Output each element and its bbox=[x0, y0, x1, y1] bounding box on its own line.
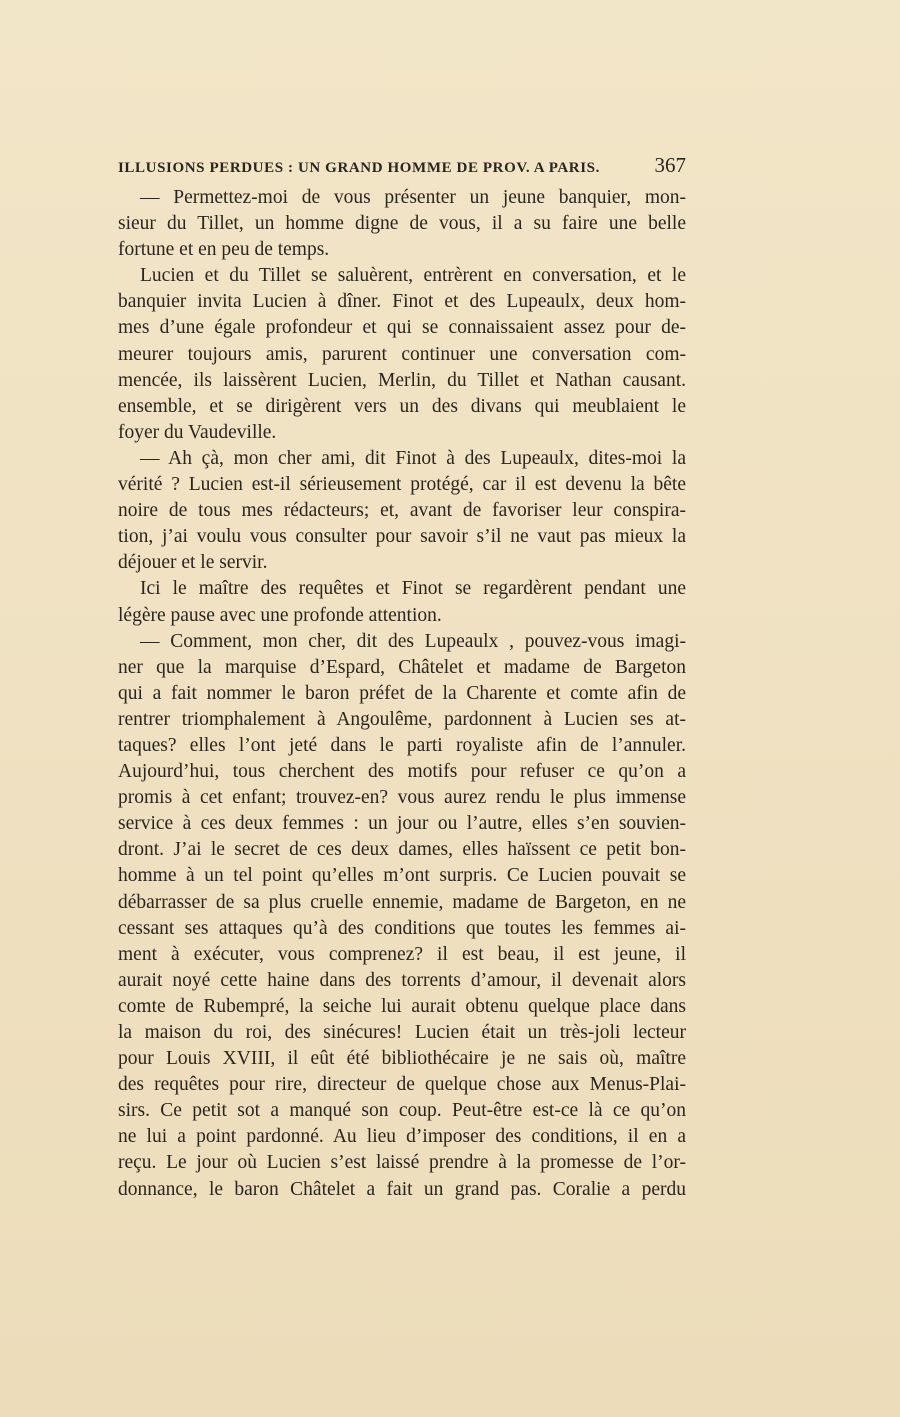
text-line: — Ah çà, mon cher ami, dit Finot à des Lupeaulx, dites-moi la bbox=[140, 447, 686, 469]
text-line: taques? elles l’ont jeté dans le parti royaliste afin de l’annuler. bbox=[118, 734, 686, 756]
text-line: pour Louis XVIII, il eût été bibliothécaire je ne sais où, maître bbox=[118, 1048, 686, 1070]
running-title: ILLUSIONS PERDUES : UN GRAND HOMME DE PROV. A PARIS. bbox=[118, 160, 600, 176]
text-line: vérité ? Lucien est-il sérieusement protégé, car il est devenu la bête bbox=[118, 474, 686, 496]
text-line: ensemble, et se dirigèrent vers un des divans qui meublaient le bbox=[118, 395, 686, 417]
text-line: homme à un tel point qu’elles m’ont surpris. Ce Lucien pouvait se bbox=[118, 865, 686, 887]
text-line: meurer toujours amis, parurent continuer une conversation com- bbox=[118, 343, 686, 365]
text-line: débarrasser de sa plus cruelle ennemie, madame de Bargeton, en ne bbox=[118, 891, 686, 913]
page-number: 367 bbox=[654, 153, 686, 177]
text-line: foyer du Vaudeville. bbox=[118, 421, 277, 443]
text-line: sieur du Tillet, un homme digne de vous, il a su faire une belle bbox=[118, 213, 686, 235]
text-line: mes d’une égale profondeur et qui se connaissaient assez pour de- bbox=[118, 317, 686, 339]
text-line: — Permettez-moi de vous présenter un jeune banquier, mon- bbox=[140, 187, 686, 208]
text-line: ner que la marquise d’Espard, Châtelet et madame de Bargeton bbox=[118, 656, 686, 678]
text-line: ment à exécuter, vous comprenez? il est beau, il est jeune, il bbox=[118, 943, 686, 965]
text-line: rentrer triomphalement à Angoulême, pardonnent à Lucien ses at- bbox=[118, 708, 686, 730]
text-line: des requêtes pour rire, directeur de quelque chose aux Menus-Plai- bbox=[118, 1074, 686, 1096]
text-line: Aujourd’hui, tous cherchent des motifs pour refuser ce qu’on a bbox=[118, 761, 686, 783]
text-line: fortune et en peu de temps. bbox=[118, 239, 330, 261]
text-line: ne lui a point pardonné. Au lieu d’imposer des conditions, il en a bbox=[118, 1126, 686, 1148]
text-line: banquier invita Lucien à dîner. Finot et des Lupeaulx, deux hom- bbox=[118, 291, 686, 313]
text-line: tion, j’ai voulu vous consulter pour savoir s’il ne vaut pas mieux la bbox=[118, 526, 686, 548]
text-line: promis à cet enfant; trouvez-en? vous aurez rendu le plus immense bbox=[118, 787, 686, 809]
text-line: la maison du roi, des sinécures! Lucien était un très-joli lecteur bbox=[118, 1022, 686, 1043]
text-line: dront. J’ai le secret de ces deux dames, elles haïssent ce petit bon- bbox=[118, 839, 686, 861]
text-line: Ici le maître des requêtes et Finot se regardèrent pendant une bbox=[140, 578, 686, 600]
text-line: aurait noyé cette haine dans des torrents d’amour, il devenait alors bbox=[118, 969, 686, 991]
body-text bbox=[118, 185, 686, 1203]
text-line: légère pause avec une profonde attention. bbox=[118, 604, 442, 626]
text-line: Lucien et du Tillet se saluèrent, entrèrent en conversation, et le bbox=[140, 265, 686, 287]
text-line: qui a fait nommer le baron préfet de la Charente et comte afin de bbox=[118, 682, 686, 704]
text-line: service à ces deux femmes : un jour ou l’autre, elles s’en souvien- bbox=[118, 813, 686, 835]
page-header bbox=[118, 153, 686, 183]
text-line: comte de Rubempré, la seiche lui aurait obtenu quelque place dans bbox=[118, 995, 686, 1017]
text-line: mencée, ils laissèrent Lucien, Merlin, du Tillet et Nathan causant. bbox=[118, 369, 686, 391]
text-line: cessant ses attaques qu’à des conditions que toutes les femmes ai- bbox=[118, 917, 686, 939]
text-line: reçu. Le jour où Lucien s’est laissé prendre à la promesse de l’or- bbox=[118, 1152, 686, 1174]
text-line: sirs. Ce petit sot a manqué son coup. Peut-être est-ce là ce qu’on bbox=[118, 1100, 686, 1122]
text-line: noire de tous mes rédacteurs; et, avant de favoriser leur conspira- bbox=[118, 500, 686, 522]
text-line: — Comment, mon cher, dit des Lupeaulx , pouvez-vous imagi- bbox=[140, 630, 686, 652]
text-line: donnance, le baron Châtelet a fait un grand pas. Coralie a perdu bbox=[118, 1178, 686, 1200]
text-line: déjouer et le servir. bbox=[118, 552, 268, 574]
